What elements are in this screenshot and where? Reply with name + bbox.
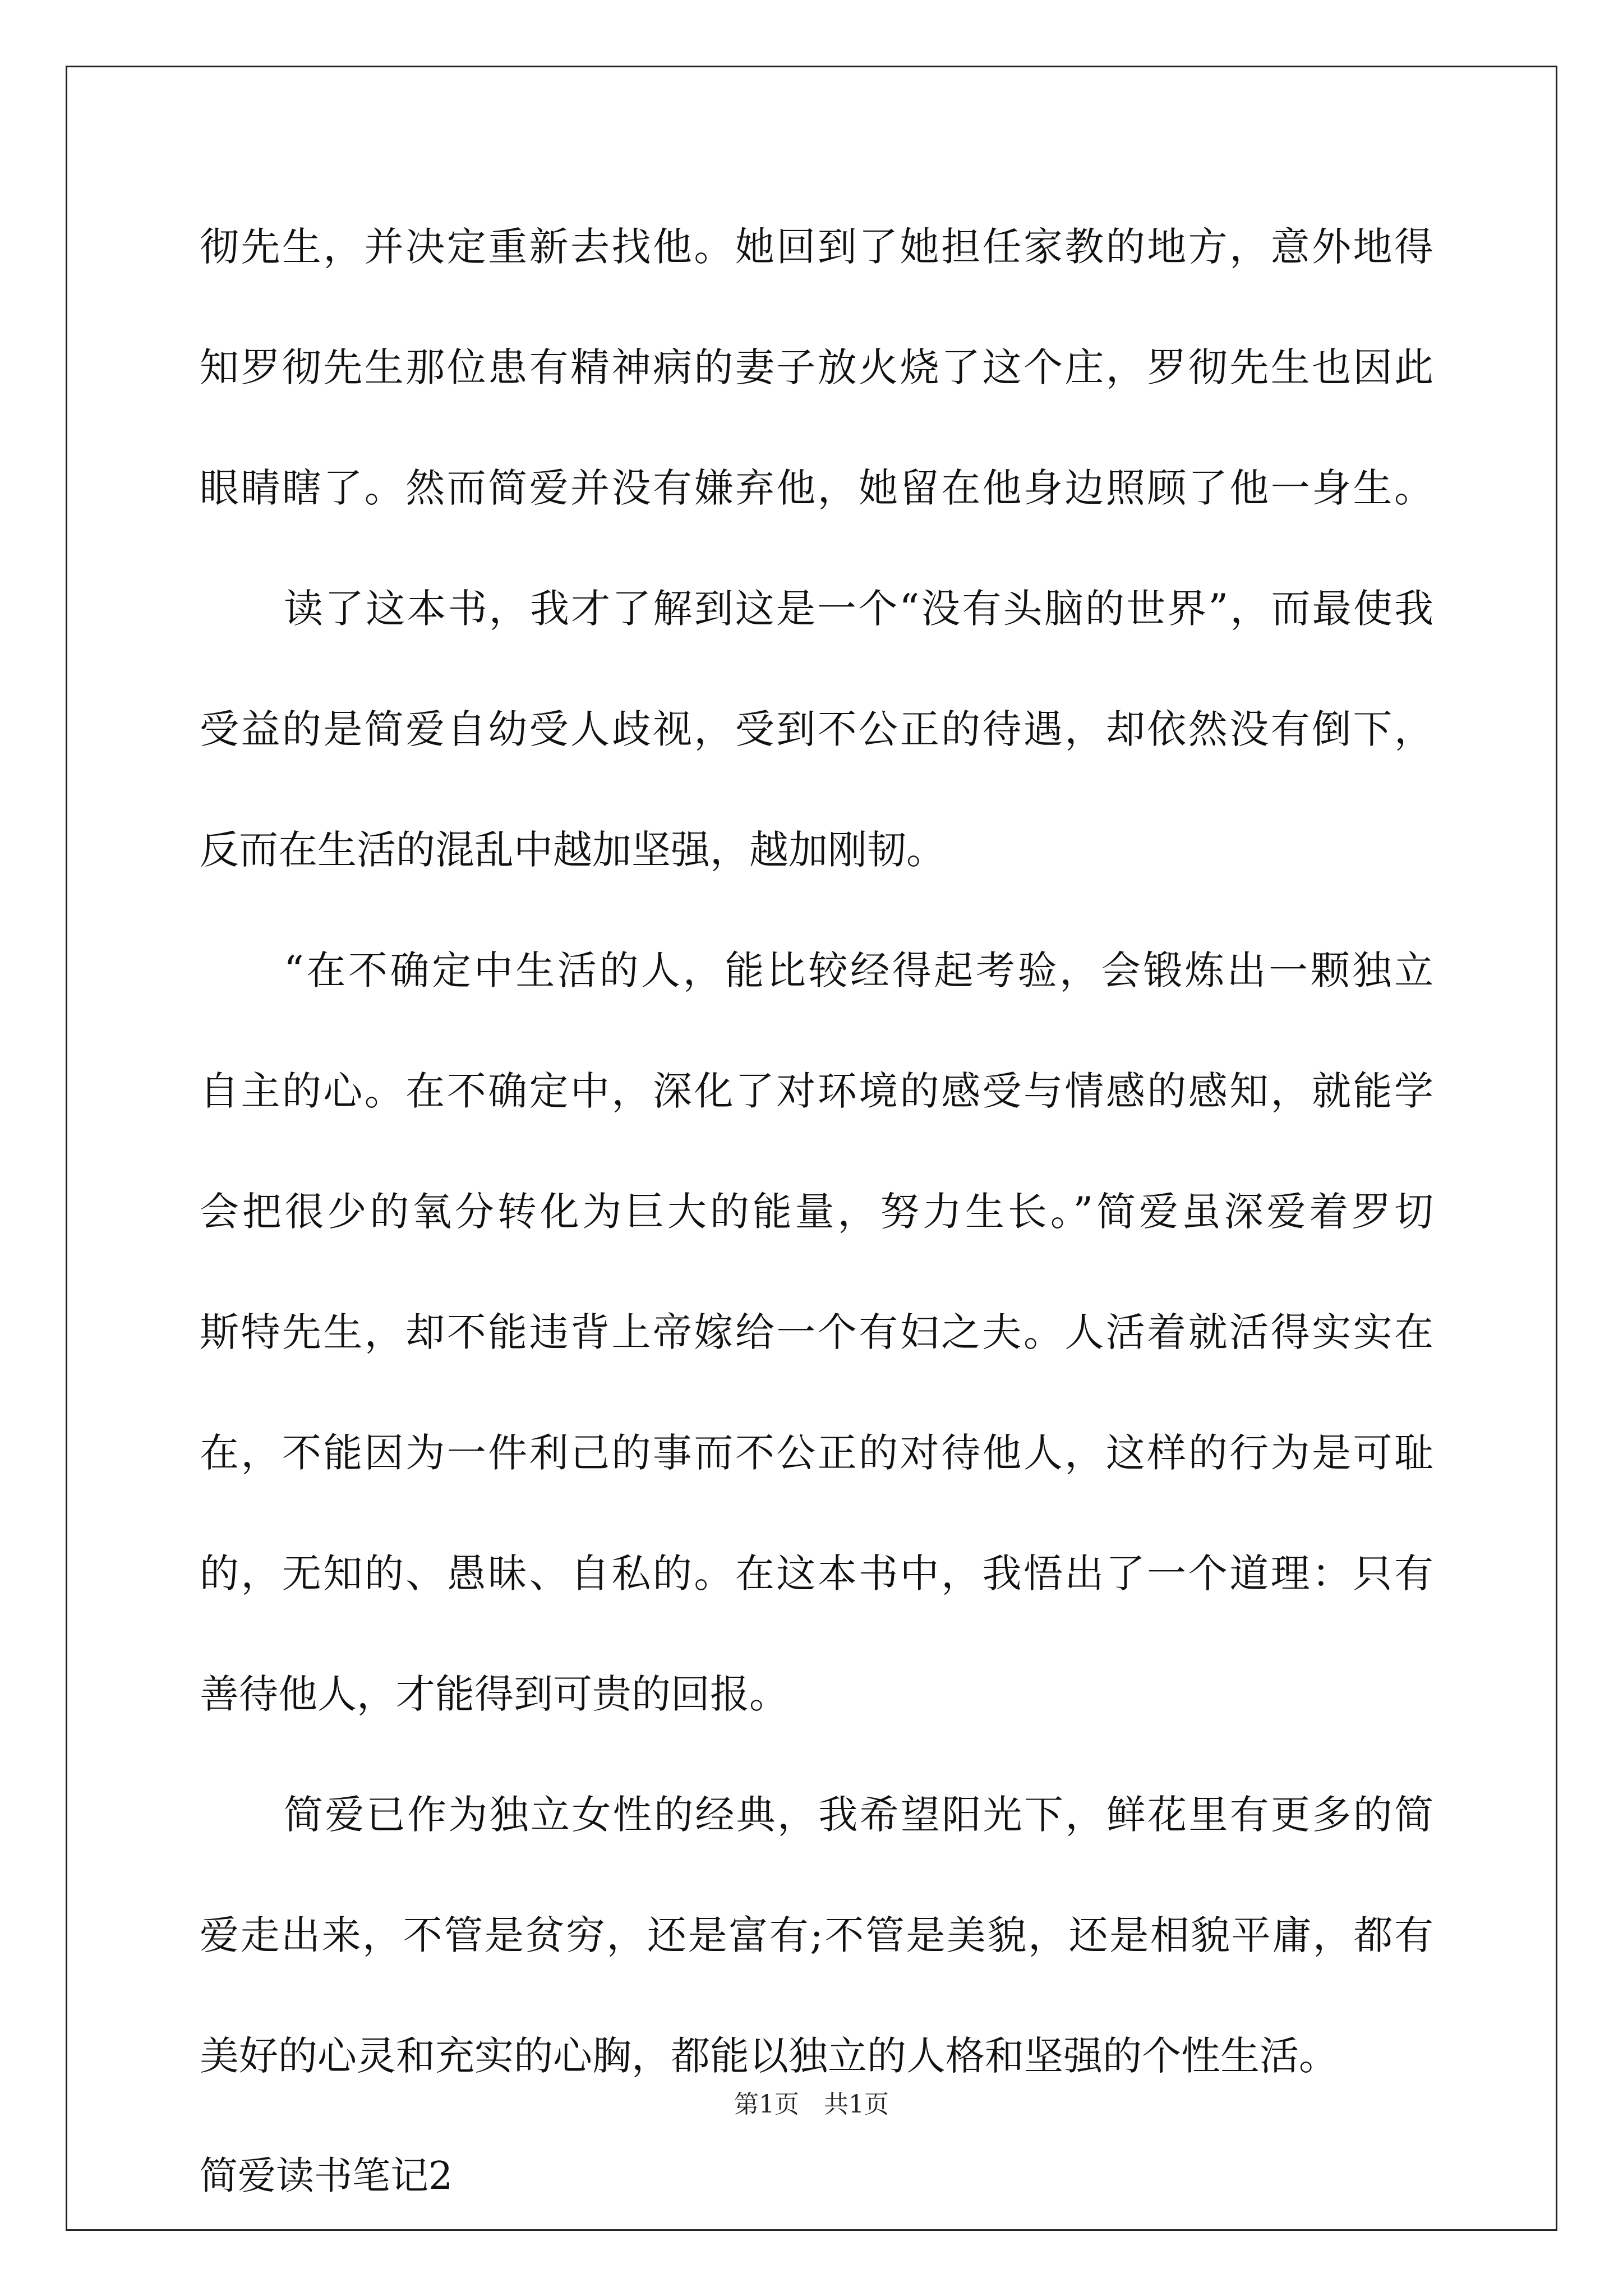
document-body — [200, 219, 1433, 2269]
text-line: 读了这本书，我才了解到这是一个“没有头脑的世界”，而最使我 — [284, 586, 1433, 632]
page-number: 第1页 共1页 — [734, 2090, 889, 2119]
text-line: 反而在生活的混乱中越加坚强，越加刚韧。 — [200, 827, 946, 873]
text-line: 的，无知的、愚昧、自私的。在这本书中，我悟出了一个道理：只有 — [200, 1550, 1433, 1596]
text-line: 眼睛瞎了。然而简爱并没有嫌弃他，她留在他身边照顾了他一身生。 — [200, 465, 1433, 511]
text-line: 受益的是简爱自幼受人歧视，受到不公正的待遇，却依然没有倒下， — [200, 706, 1433, 752]
text-line: “在不确定中生活的人，能比较经得起考验，会锻炼出一颗独立 — [284, 947, 1433, 993]
text-line: 知罗彻先生那位患有精神病的妻子放火烧了这个庄，罗彻先生也因此 — [200, 344, 1433, 390]
text-line: 在，不能因为一件利己的事而不公正的对待他人，这样的行为是可耻 — [200, 1430, 1433, 1476]
text-line: 爱走出来，不管是贫穷，还是富有;不管是美貌，还是相貌平庸，都有 — [200, 1912, 1433, 1958]
text-line: 彻先生，并决定重新去找他。她回到了她担任家教的地方，意外地得 — [200, 224, 1433, 270]
text-line: 斯特先生，却不能违背上帝嫁给一个有妇之夫。人活着就活得实实在 — [200, 1309, 1433, 1355]
text-line: 美好的心灵和充实的心胸，都能以独立的人格和坚强的个性生活。 — [200, 2033, 1338, 2079]
page-footer — [0, 2088, 1623, 2122]
text-line: 自主的心。在不确定中，深化了对环境的感受与情感的感知，就能学 — [200, 1068, 1433, 1114]
section-heading: 简爱读书笔记2 — [200, 2154, 453, 2198]
text-line: 善待他人，才能得到可贵的回报。 — [200, 1671, 789, 1717]
text-line: 会把很少的氧分转化为巨大的能量，努力生长。”简爱虽深爱着罗切 — [200, 1189, 1433, 1235]
text-line: 简爱已作为独立女性的经典，我希望阳光下，鲜花里有更多的简 — [284, 1792, 1433, 1838]
